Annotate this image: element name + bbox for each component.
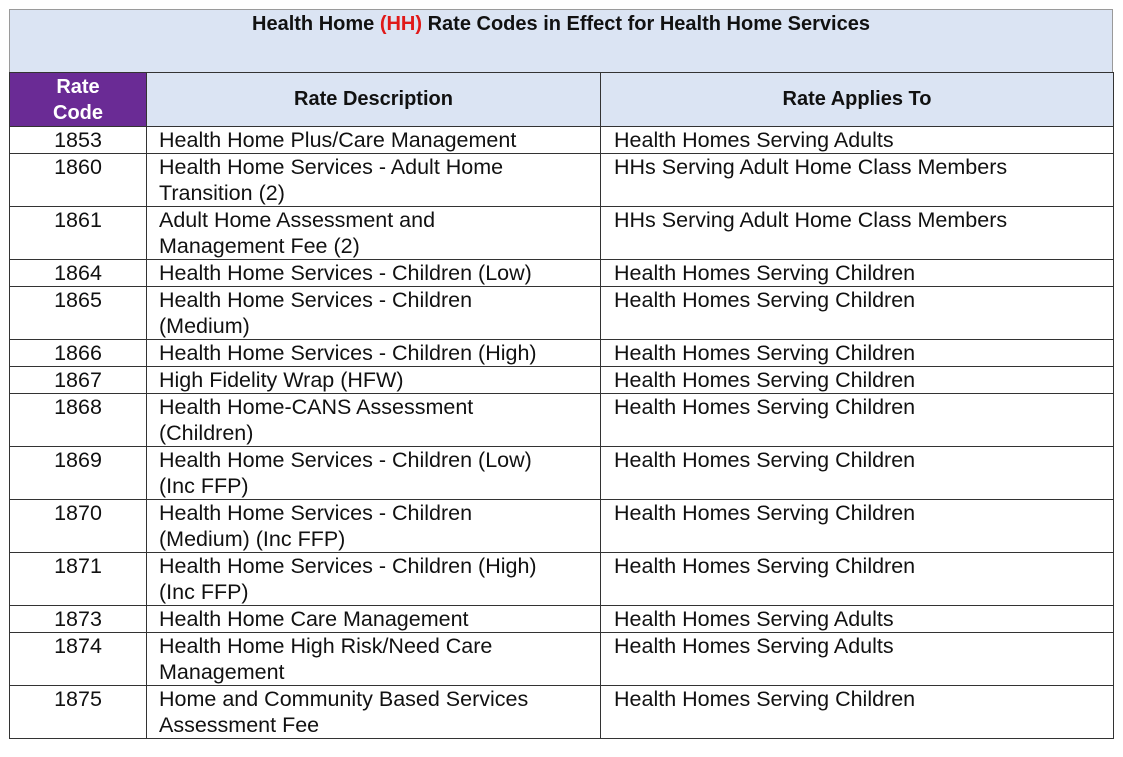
rate-description-cell bbox=[147, 633, 601, 686]
rate-description-line: (Medium) bbox=[159, 314, 250, 338]
table-row bbox=[10, 340, 1114, 367]
rate-description-line: Management bbox=[159, 660, 285, 684]
rate-description-cell bbox=[147, 500, 601, 553]
table-row bbox=[10, 633, 1114, 686]
rate-description-line: Health Home Services - Children (High) bbox=[159, 554, 537, 578]
rate-applies-cell: Health Homes Serving Children bbox=[601, 500, 1114, 553]
rate-codes-document bbox=[9, 9, 1113, 739]
rate-description-line: Home and Community Based Services bbox=[159, 687, 529, 711]
rate-code-cell: 1861 bbox=[10, 207, 147, 260]
rate-description-line: Health Home Care Management bbox=[159, 607, 469, 631]
rate-description-line: (Medium) (Inc FFP) bbox=[159, 527, 346, 551]
rate-description-line: High Fidelity Wrap (HFW) bbox=[159, 368, 404, 392]
rate-description-cell bbox=[147, 447, 601, 500]
rate-applies-cell: Health Homes Serving Children bbox=[601, 447, 1114, 500]
rate-description-line: Health Home Services - Children bbox=[159, 288, 473, 312]
rate-code-cell: 1868 bbox=[10, 394, 147, 447]
rate-description-cell bbox=[147, 553, 601, 606]
table-row bbox=[10, 287, 1114, 340]
header-rate-applies-to: Rate Applies To bbox=[601, 73, 1114, 127]
rate-code-cell: 1860 bbox=[10, 154, 147, 207]
rate-description-line: Assessment Fee bbox=[159, 713, 320, 737]
rate-applies-cell: Health Homes Serving Children bbox=[601, 260, 1114, 287]
rate-description-line: Management Fee (2) bbox=[159, 234, 360, 258]
rate-code-cell: 1871 bbox=[10, 553, 147, 606]
title-suffix: Rate Codes in Effect for Health Home Services bbox=[422, 13, 870, 35]
rate-description-line: Adult Home Assessment and bbox=[159, 208, 436, 232]
rate-description-cell bbox=[147, 606, 601, 633]
rate-code-cell: 1870 bbox=[10, 500, 147, 553]
rate-applies-cell: Health Homes Serving Children bbox=[601, 340, 1114, 367]
rate-description-line: Health Home Services - Children (High) bbox=[159, 341, 537, 365]
rate-applies-cell: HHs Serving Adult Home Class Members bbox=[601, 154, 1114, 207]
table-row bbox=[10, 260, 1114, 287]
rate-description-line: Health Home Plus/Care Management bbox=[159, 128, 517, 152]
rate-description-cell bbox=[147, 260, 601, 287]
rate-applies-cell: Health Homes Serving Adults bbox=[601, 127, 1114, 154]
rate-description-cell bbox=[147, 127, 601, 154]
rate-description-line: Health Home Services - Children bbox=[159, 501, 473, 525]
table-row bbox=[10, 500, 1114, 553]
rate-description-cell bbox=[147, 394, 601, 447]
table-row bbox=[10, 207, 1114, 260]
rate-description-cell bbox=[147, 367, 601, 394]
table-row bbox=[10, 127, 1114, 154]
header-rate-code-line1: Rate bbox=[56, 75, 100, 98]
rate-code-cell: 1873 bbox=[10, 606, 147, 633]
header-rate-description: Rate Description bbox=[147, 73, 601, 127]
rate-applies-cell: Health Homes Serving Children bbox=[601, 287, 1114, 340]
rate-code-cell: 1874 bbox=[10, 633, 147, 686]
table-row bbox=[10, 606, 1114, 633]
rate-description-line: Transition (2) bbox=[159, 181, 285, 205]
rate-description-cell bbox=[147, 287, 601, 340]
rate-description-cell bbox=[147, 340, 601, 367]
rate-applies-cell: Health Homes Serving Children bbox=[601, 394, 1114, 447]
rate-description-line: (Inc FFP) bbox=[159, 474, 249, 498]
rate-code-cell: 1864 bbox=[10, 260, 147, 287]
rate-code-cell: 1865 bbox=[10, 287, 147, 340]
header-rate-code-line2: Code bbox=[53, 101, 103, 124]
table-row bbox=[10, 447, 1114, 500]
table-row bbox=[10, 154, 1114, 207]
rate-description-cell bbox=[147, 207, 601, 260]
rate-description-line: Health Home Services - Adult Home bbox=[159, 155, 504, 179]
table-row bbox=[10, 553, 1114, 606]
rate-applies-cell: HHs Serving Adult Home Class Members bbox=[601, 207, 1114, 260]
rate-code-cell: 1853 bbox=[10, 127, 147, 154]
rate-description-line: Health Home High Risk/Need Care bbox=[159, 634, 493, 658]
table-row bbox=[10, 686, 1114, 739]
rate-applies-cell: Health Homes Serving Children bbox=[601, 553, 1114, 606]
rate-applies-cell: Health Homes Serving Adults bbox=[601, 633, 1114, 686]
title-highlight: (HH) bbox=[379, 13, 423, 35]
rate-applies-cell: Health Homes Serving Children bbox=[601, 367, 1114, 394]
rate-codes-table bbox=[9, 72, 1114, 739]
rate-description-line: (Children) bbox=[159, 421, 254, 445]
table-row bbox=[10, 394, 1114, 447]
rate-code-cell: 1875 bbox=[10, 686, 147, 739]
rate-description-cell bbox=[147, 686, 601, 739]
rate-description-line: Health Home Services - Children (Low) bbox=[159, 448, 532, 472]
rate-description-line: (Inc FFP) bbox=[159, 580, 249, 604]
title-prefix: Health Home bbox=[252, 13, 380, 35]
table-header-row bbox=[10, 73, 1114, 127]
rate-code-cell: 1869 bbox=[10, 447, 147, 500]
rate-applies-cell: Health Homes Serving Children bbox=[601, 686, 1114, 739]
rate-description-line: Health Home-CANS Assessment bbox=[159, 395, 474, 419]
table-row bbox=[10, 367, 1114, 394]
rate-description-line: Health Home Services - Children (Low) bbox=[159, 261, 532, 285]
rate-code-cell: 1867 bbox=[10, 367, 147, 394]
table-title bbox=[9, 9, 1113, 72]
header-rate-code bbox=[10, 73, 147, 127]
rate-applies-cell: Health Homes Serving Adults bbox=[601, 606, 1114, 633]
rate-code-cell: 1866 bbox=[10, 340, 147, 367]
rate-description-cell bbox=[147, 154, 601, 207]
